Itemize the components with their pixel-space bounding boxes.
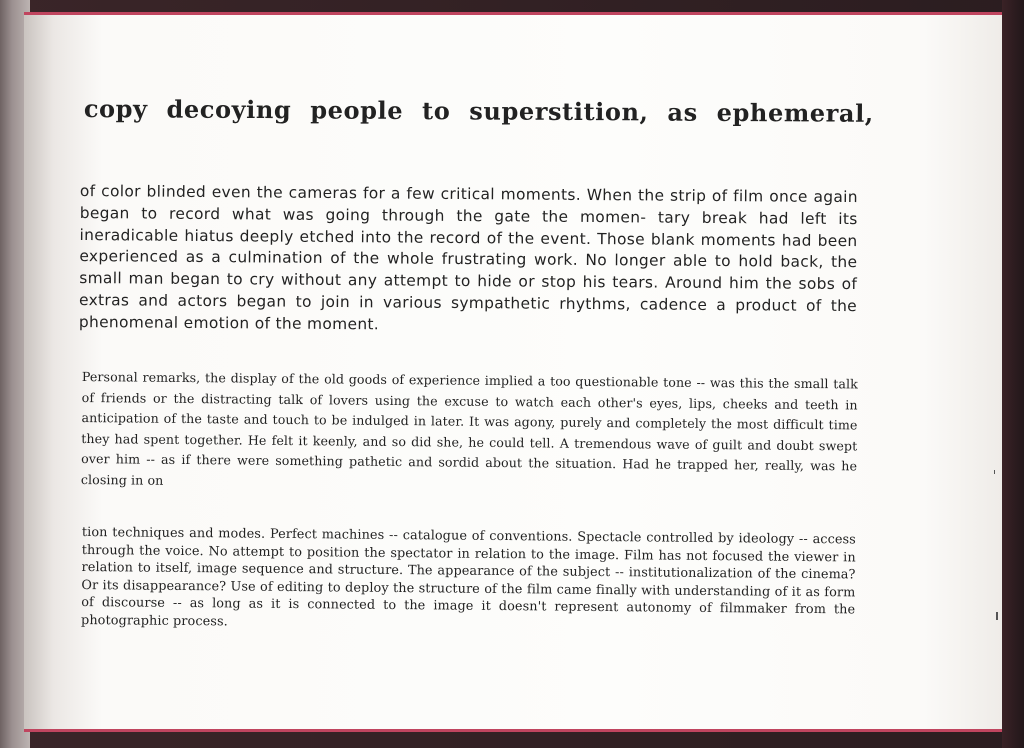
page-heading: copy decoying people to superstition, as ephemeral, <box>83 93 874 128</box>
margin-speck <box>994 470 995 474</box>
paragraph-techniques-and-modes: tion techniques and modes. Perfect machines -- catalogue of conventions. Spectacle controlled by ideology -- access through the voice. No attempt to position the spectator in relation to the image. Film has not focused the viewer in relation to itself, image sequence and structure. The appearance of the subject -- institutionalization of the cinema? Or its disappearance? Use of editing to deploy the structure of the film came finally with understanding of it as form of discourse -- as long as it is connected to the image it doesn't represent autonomy of filmmaker from the photographic process. <box>81 524 856 630</box>
margin-speck <box>996 612 998 620</box>
paragraph-color-blinded: of color blinded even the cameras for a few critical moments. When the strip of film once again began to record what was going through the gate the momen- tary break had left its ineradicable hiatus deeply etched into the record of the event. Those blank moments had been experienced as a culmination of the whole frustrating work. No longer able to hold back, the small man began to cry without any attempt to hide or stop his tears. Around him the sobs of extras and actors began to join in various sympathetic rhythms, cadence a product of the phenomenal emotion of the moment. <box>78 181 858 334</box>
paragraph-personal-remarks: Personal remarks, the display of the old goods of experience implied a too questionable tone -- was this the small talk of friends or the distracting talk of lovers using the excuse to watch each other's eyes, lips, cheeks and teeth in anticipation of the taste and touch to be indulged in later. It was agony, purely and completely the most difficult time they had spent together. He felt it keenly, and so did she, he could tell. A tremendous wave of guilt and doubt swept over him -- as if there were something pathetic and sordid about the situation. Had he trapped her, really, was he closing in on <box>80 368 858 488</box>
book-cover-edge <box>1002 0 1024 748</box>
